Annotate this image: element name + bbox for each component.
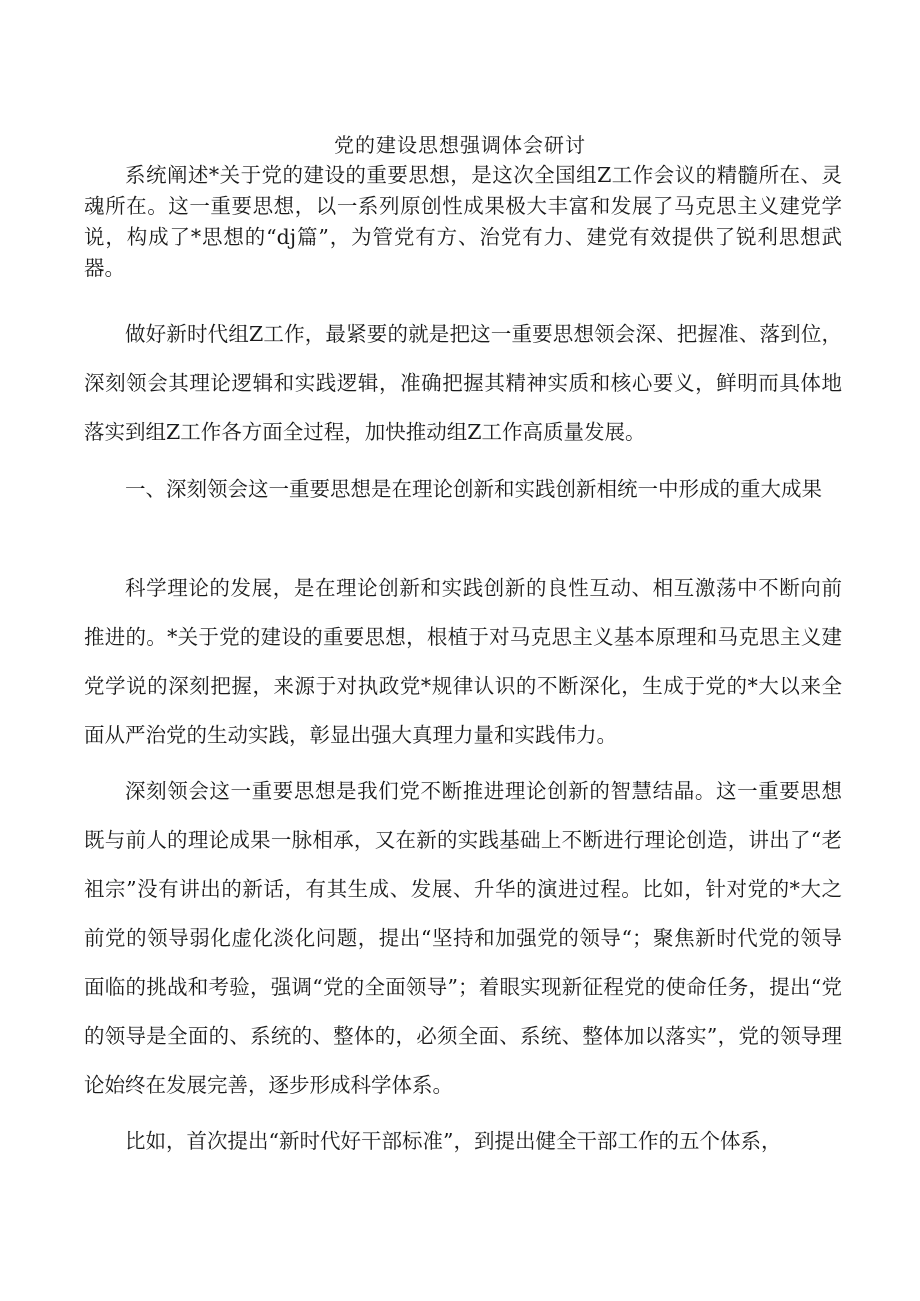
- paragraph-4: 深刻领会这一重要思想是我们党不断推进理论创新的智慧结晶。这一重要思想既与前人的理论成果一脉相承，又在新的实践基础上不断进行理论创造，讲出了“老祖宗”没有讲出的新话，有其生成、发展、升华的演进过程。比如，针对党的*大之前党的领导弱化虚化淡化问题，提出“坚持和加强党的领导“；聚焦新时代党的领导面临的挑战和考验，强调“党的全面领导”；着眼实现新征程党的使命任务，提出“党的领导是全面的、系统的、整体的，必须全面、系统、整体加以落实”，党的领导理论始终在发展完善，逐步形成科学体系。: [84, 779, 842, 1097]
- section-heading-1: 一、深刻领会这一重要思想是在理论创新和实践创新相统一中形成的重大成果: [125, 477, 822, 501]
- paragraph-2: 做好新时代组Z工作，最紧要的就是把这一重要思想领会深、把握准、落到位，深刻领会其理论逻辑和实践逻辑，准确把握其精神实质和核心要义，鲜明而具体地落实到组Z工作各方面全过程，加快推动组Z工作高质量发展。: [84, 322, 842, 444]
- paragraph-5: 比如，首次提出“新时代好干部标准”，到提出健全干部工作的五个体系，: [125, 1129, 782, 1153]
- paragraph-1: 系统阐述*关于党的建设的重要思想，是这次全国组Z工作会议的精髓所在、灵魂所在。这一重要思想，以一系列原创性成果极大丰富和发展了马克思主义建党学说，构成了*思想的“dj篇”，为管党有方、治党有力、建党有效提供了锐利思想武器。: [84, 163, 842, 280]
- paragraph-3: 科学理论的发展，是在理论创新和实践创新的良性互动、相互激荡中不断向前推进的。*关于党的建设的重要思想，根植于对马克思主义基本原理和马克思主义建党学说的深刻把握，来源于对执政党*规律认识的不断深化，生成于党的*大以来全面从严治党的生动实践，彰显出强大真理力量和实践伟力。: [84, 576, 842, 747]
- document-title: 党的建设思想强调体会研讨: [334, 133, 586, 157]
